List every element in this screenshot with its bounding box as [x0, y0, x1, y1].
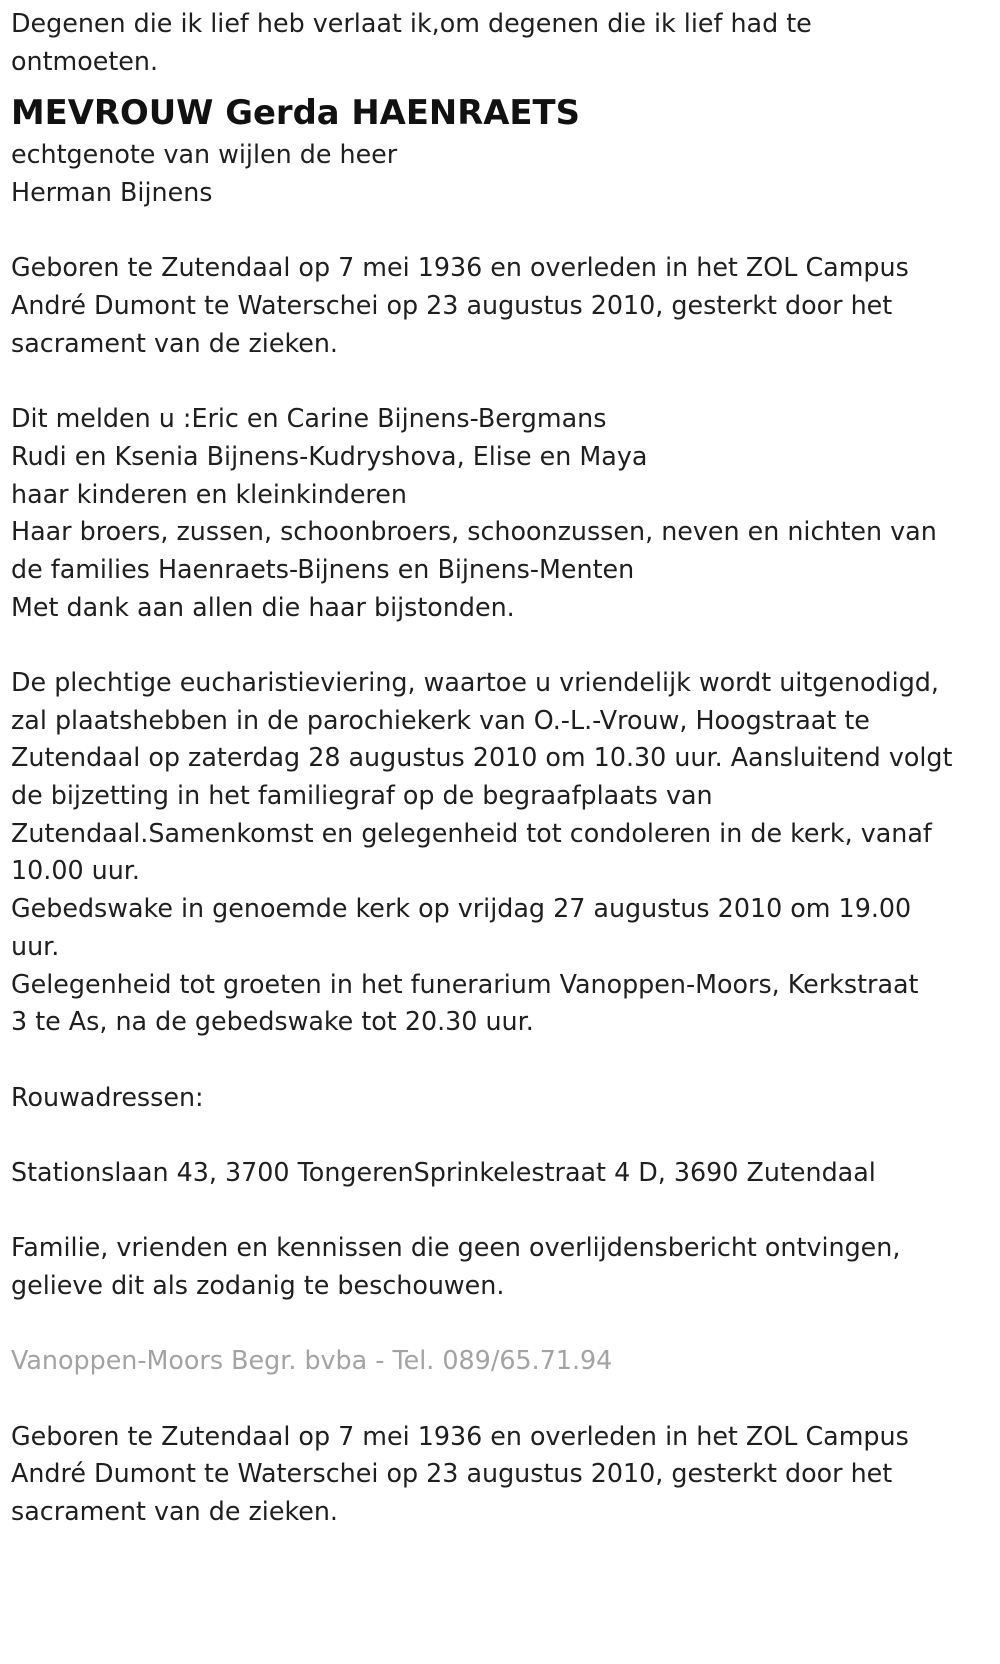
ceremony-line: 10.00 uur.: [11, 855, 140, 886]
spacer: [11, 1305, 996, 1343]
ceremony-line: de bijzetting in het familiegraf op de begraafplaats van: [11, 780, 713, 811]
ceremony-line: De plechtige eucharistieviering, waartoe u vriendelijk wordt uitgenodigd,: [11, 667, 939, 697]
ceremony-line: zal plaatshebben in de parochiekerk van O.-L.-Vrouw, Hoogstraat te: [11, 704, 870, 735]
birth-death-line: André Dumont te Waterschei op 23 augustus 2010, gesterkt door het: [11, 290, 893, 321]
notice-line: gelieve dit als zodanig te beschouwen.: [11, 1270, 505, 1300]
motto: [11, 5, 996, 80]
spacer: [11, 212, 996, 250]
notice-paragraph: [11, 1229, 996, 1304]
family-line: Met dank aan allen die haar bijstonden.: [11, 591, 515, 622]
birth-death-paragraph: [11, 249, 996, 362]
birth-death-line: Geboren te Zutendaal op 7 mei 1936 en overleden in het ZOL Campus: [11, 252, 909, 283]
family-line: Rudi en Ksenia Bijnens-Kudryshova, Elise en Maya: [11, 440, 648, 471]
birth-death-paragraph-repeat: [11, 1418, 996, 1531]
addresses-line: Stationslaan 43, 3700 TongerenSprinkelestraat 4 D, 3690 Zutendaal: [11, 1156, 876, 1187]
obituary-document: [11, 5, 996, 1531]
ceremony-line: Zutendaal op zaterdag 28 augustus 2010 om 10.30 uur. Aansluitend volgt: [11, 742, 953, 773]
birth-death-line: André Dumont te Waterschei op 23 augustus 2010, gesterkt door het: [11, 1458, 893, 1489]
spacer: [11, 1041, 996, 1079]
spouse-line: Herman Bijnens: [11, 177, 213, 208]
ceremony-line: 3 te As, na de gebedswake tot 20.30 uur.: [11, 1006, 534, 1037]
birth-death-line: sacrament van de zieken.: [11, 1496, 338, 1527]
funeral-home-contact: Vanoppen-Moors Begr. bvba - Tel. 089/65.71.94: [11, 1345, 613, 1376]
notice-line: Familie, vrienden en kennissen die geen overlijdensbericht ontvingen,: [11, 1232, 901, 1263]
ceremony-line: Zutendaal.Samenkomst en gelegenheid tot condoleren in de kerk, vanaf: [11, 817, 932, 848]
spacer: [11, 1380, 996, 1418]
spouse-line: echtgenote van wijlen de heer: [11, 139, 398, 170]
family-line: Haar broers, zussen, schoonbroers, schoonzussen, neven en nichten van: [11, 516, 937, 547]
spacer: [11, 363, 996, 401]
birth-death-line: Geboren te Zutendaal op 7 mei 1936 en overleden in het ZOL Campus: [11, 1420, 909, 1451]
spacer: [11, 626, 996, 664]
motto-line: Degenen die ik lief heb verlaat ik,om degenen die ik lief had te: [11, 8, 812, 38]
spouse-info: [11, 136, 996, 211]
ceremony-line: uur.: [11, 930, 60, 961]
addresses-label: Rouwadressen:: [11, 1081, 204, 1112]
family-line: de families Haenraets-Bijnens en Bijnens-Menten: [11, 553, 635, 584]
motto-line: ontmoeten.: [11, 45, 159, 76]
family-line: haar kinderen en kleinkinderen: [11, 478, 407, 509]
deceased-name: MEVROUW Gerda HAENRAETS: [11, 93, 580, 133]
spacer: [11, 1116, 996, 1154]
ceremony-line: Gebedswake in genoemde kerk op vrijdag 27 augustus 2010 om 19.00: [11, 893, 912, 924]
ceremony-line: Gelegenheid tot groeten in het funerarium Vanoppen-Moors, Kerkstraat: [11, 968, 919, 999]
ceremony-paragraph: [11, 664, 996, 1041]
birth-death-line: sacrament van de zieken.: [11, 327, 338, 358]
family-line: Dit melden u :Eric en Carine Bijnens-Bergmans: [11, 403, 607, 434]
spacer: [11, 1192, 996, 1230]
family-paragraph: [11, 400, 996, 626]
